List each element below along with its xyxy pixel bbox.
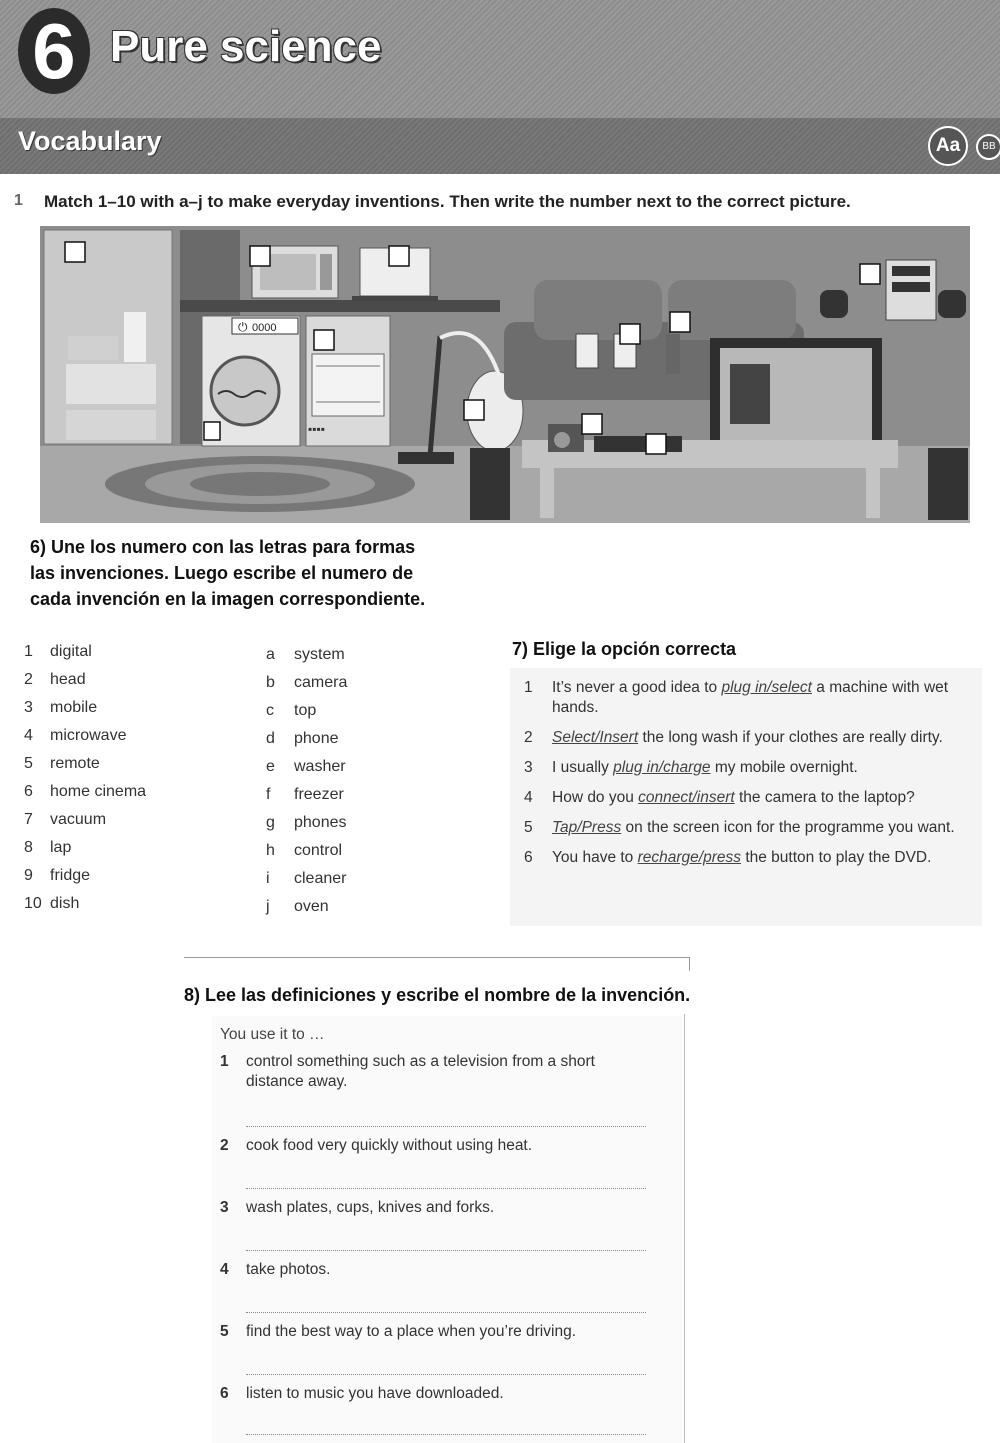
list-item: [266, 697, 406, 725]
item-word: home cinema: [50, 783, 147, 800]
item-letter: b: [266, 674, 275, 691]
section-divider: [184, 957, 690, 958]
list-item: [524, 788, 980, 808]
definition-line: distance away.: [246, 1073, 348, 1090]
list-item: [524, 728, 980, 748]
definition-text: take photos.: [246, 1261, 331, 1278]
item-number: 4: [220, 1261, 229, 1278]
item-word: vacuum: [50, 811, 107, 828]
answer-box: [670, 312, 690, 332]
item-number: 4: [524, 789, 533, 806]
list-item: [24, 666, 224, 694]
sentence-text: It’s never a good idea to: [552, 679, 722, 696]
list-item: [266, 753, 406, 781]
item-word: top: [294, 702, 317, 719]
list-item: [24, 750, 224, 778]
item-word: mobile: [50, 699, 98, 716]
item-sentence: [552, 678, 980, 718]
item-word: freezer: [294, 786, 344, 803]
item-letter: d: [266, 730, 275, 747]
item-sentence: [552, 788, 915, 808]
washer-display-text: 0000: [252, 322, 277, 334]
list-item: [24, 694, 224, 722]
inventions-illustration: [40, 226, 970, 523]
item-word: phones: [294, 814, 347, 831]
item-word: cleaner: [294, 870, 347, 887]
exercise6-heading-line: 6) Une los numero con las letras para formas: [30, 537, 416, 557]
definition-item: [220, 1260, 660, 1282]
sentence-text: I usually: [552, 759, 614, 776]
answer-box: [314, 330, 334, 350]
answer-line[interactable]: [246, 1250, 646, 1251]
choice-options[interactable]: plug in/select: [721, 679, 812, 696]
svg-text:▪▪▪▪: ▪▪▪▪: [308, 422, 326, 436]
exercise7-heading: 7) Elige la opción correcta: [512, 639, 737, 659]
item-word: fridge: [50, 867, 91, 884]
list-item: [24, 806, 224, 834]
item-number: 2: [524, 729, 533, 746]
answer-box: [582, 414, 602, 434]
item-word: phone: [294, 730, 339, 747]
item-letter: i: [266, 870, 270, 887]
exercise6-heading-line: cada invención en la imagen correspondiente.: [30, 589, 426, 609]
item-number: 6: [24, 783, 33, 800]
definition-item: [220, 1384, 660, 1406]
item-letter: a: [266, 646, 275, 663]
item-number: 3: [24, 699, 33, 716]
definition-item: [220, 1322, 660, 1344]
item-word: microwave: [50, 727, 127, 744]
headphone-left: [820, 290, 848, 318]
sentence-text: the camera to the laptop?: [734, 789, 915, 806]
item-number: 5: [524, 819, 533, 836]
sentence-text: my mobile overnight.: [710, 759, 858, 776]
item-number: 8: [24, 839, 33, 856]
answer-box: [389, 246, 409, 266]
item-number: 1: [220, 1053, 229, 1070]
sentence-text: How do you: [552, 789, 639, 806]
item-word: digital: [50, 643, 92, 660]
list-item: [266, 837, 406, 865]
item-number: 5: [220, 1323, 229, 1340]
exercise8-border: [684, 1014, 685, 1443]
sentence-text: the long wash if your clothes are really dirty.: [638, 729, 943, 746]
exercise8-heading: 8) Lee las definiciones y escribe el nombre de la invención.: [184, 985, 691, 1005]
list-item: [24, 638, 224, 666]
item-sentence: [552, 758, 858, 778]
definition-text: find the best way to a place when you’re driving.: [246, 1323, 576, 1340]
list-item: [524, 848, 980, 868]
item-letter: c: [266, 702, 274, 719]
list-item: [266, 781, 406, 809]
unit-title: Pure science: [110, 22, 382, 71]
item-letter: e: [266, 758, 275, 775]
item-letter: j: [266, 898, 270, 915]
choice-options[interactable]: connect/insert: [638, 789, 735, 806]
definition-item: [220, 1136, 660, 1158]
choice-options[interactable]: recharge/press: [637, 849, 742, 866]
answer-box: [620, 324, 640, 344]
item-word: system: [294, 646, 345, 663]
item-number: 10: [24, 895, 42, 912]
sentence-text: the button to play the DVD.: [741, 849, 932, 866]
list-item: [24, 778, 224, 806]
list-item: [24, 722, 224, 750]
speaker-left: [470, 448, 510, 520]
item-word: oven: [294, 898, 329, 915]
item-word: control: [294, 842, 343, 859]
answer-line[interactable]: [246, 1434, 646, 1435]
list-item: [24, 834, 224, 862]
dvd-player: [594, 436, 682, 452]
item-letter: h: [266, 842, 275, 859]
unit-number-badge: 6: [18, 8, 90, 94]
item-number: 2: [220, 1137, 229, 1154]
list-item: [266, 725, 406, 753]
sentence-text: on the screen icon for the programme you want.: [621, 819, 955, 836]
home-cinema-system: [886, 260, 936, 320]
speaker-right: [928, 448, 968, 520]
list-item: [24, 890, 224, 918]
item-word: dish: [50, 895, 80, 912]
exercise6-heading-line: las invenciones. Luego escribe el numero de: [30, 563, 414, 583]
list-item: [24, 862, 224, 890]
exercise8-lead: You use it to …: [220, 1026, 325, 1043]
answer-box: [464, 400, 484, 420]
definition-line: control something such as a television from a short: [246, 1053, 595, 1070]
item-number: 5: [24, 755, 33, 772]
round-rug: [105, 456, 415, 512]
exercise7-list: [524, 678, 980, 878]
item-number: 9: [24, 867, 33, 884]
sentence-text: a machine with wet hands.: [552, 679, 949, 716]
fridge-freezer: [44, 230, 172, 444]
answer-line[interactable]: [246, 1312, 646, 1313]
answer-box: [646, 434, 666, 454]
choice-options[interactable]: Select/Insert: [552, 729, 639, 746]
definition-item: [220, 1198, 660, 1220]
microwave-display: ⏻: [238, 320, 248, 334]
item-number: 7: [24, 811, 33, 828]
list-item: [266, 893, 406, 921]
choice-options[interactable]: plug in/charge: [613, 759, 711, 776]
kitchen-counter: [180, 300, 500, 312]
word-list-letters: [266, 641, 406, 921]
item-word: head: [50, 671, 86, 688]
list-item: [524, 818, 980, 838]
instruction-number: 1: [14, 192, 23, 209]
definition-text: cook food very quickly without using heat.: [246, 1137, 533, 1154]
vocabulary-bb-icon: BB: [976, 134, 1000, 160]
definition-text: listen to music you have downloaded.: [246, 1385, 504, 1402]
choice-options[interactable]: Tap/Press: [552, 819, 622, 836]
list-item: [524, 678, 980, 718]
list-item: [524, 758, 980, 778]
item-number: 6: [524, 849, 533, 866]
item-sentence: [552, 818, 955, 838]
list-item: [266, 865, 406, 893]
item-number: 6: [220, 1385, 229, 1402]
word-list-numbers: [24, 638, 224, 918]
mobile-phone: [576, 334, 598, 368]
television: [710, 338, 882, 456]
list-item: [266, 669, 406, 697]
item-number: 2: [24, 671, 33, 688]
answer-box: [204, 422, 220, 440]
item-letter: f: [266, 786, 271, 803]
item-sentence: [552, 728, 943, 748]
definition-item: [220, 1052, 660, 1096]
item-letter: g: [266, 814, 275, 831]
exercise6-heading: [30, 534, 470, 612]
definition-text: wash plates, cups, knives and forks.: [246, 1199, 495, 1216]
list-item: [266, 809, 406, 837]
item-number: 1: [24, 643, 33, 660]
item-word: lap: [50, 839, 72, 856]
item-word: camera: [294, 674, 348, 691]
answer-box: [860, 264, 880, 284]
item-number: 3: [524, 759, 533, 776]
item-number: 4: [24, 727, 33, 744]
sentence-text: You have to: [552, 849, 638, 866]
section-divider-tick: [689, 957, 690, 971]
headphone-right: [938, 290, 966, 318]
item-word: washer: [294, 758, 346, 775]
definition-text: [246, 1052, 646, 1092]
answer-line[interactable]: [246, 1188, 646, 1189]
item-sentence: [552, 848, 931, 868]
item-number: 3: [220, 1199, 229, 1216]
item-number: 1: [524, 679, 533, 696]
answer-box: [65, 242, 85, 262]
instruction-text: Match 1–10 with a–j to make everyday inventions. Then write the number next to the correct picture.: [44, 192, 851, 211]
list-item: [266, 641, 406, 669]
vocabulary-aa-icon: Aa: [928, 126, 968, 166]
section-title: Vocabulary: [18, 126, 162, 156]
remote-control: [666, 334, 680, 374]
answer-line[interactable]: [246, 1374, 646, 1375]
item-word: remote: [50, 755, 100, 772]
answer-line[interactable]: [246, 1126, 646, 1127]
answer-box: [250, 246, 270, 266]
